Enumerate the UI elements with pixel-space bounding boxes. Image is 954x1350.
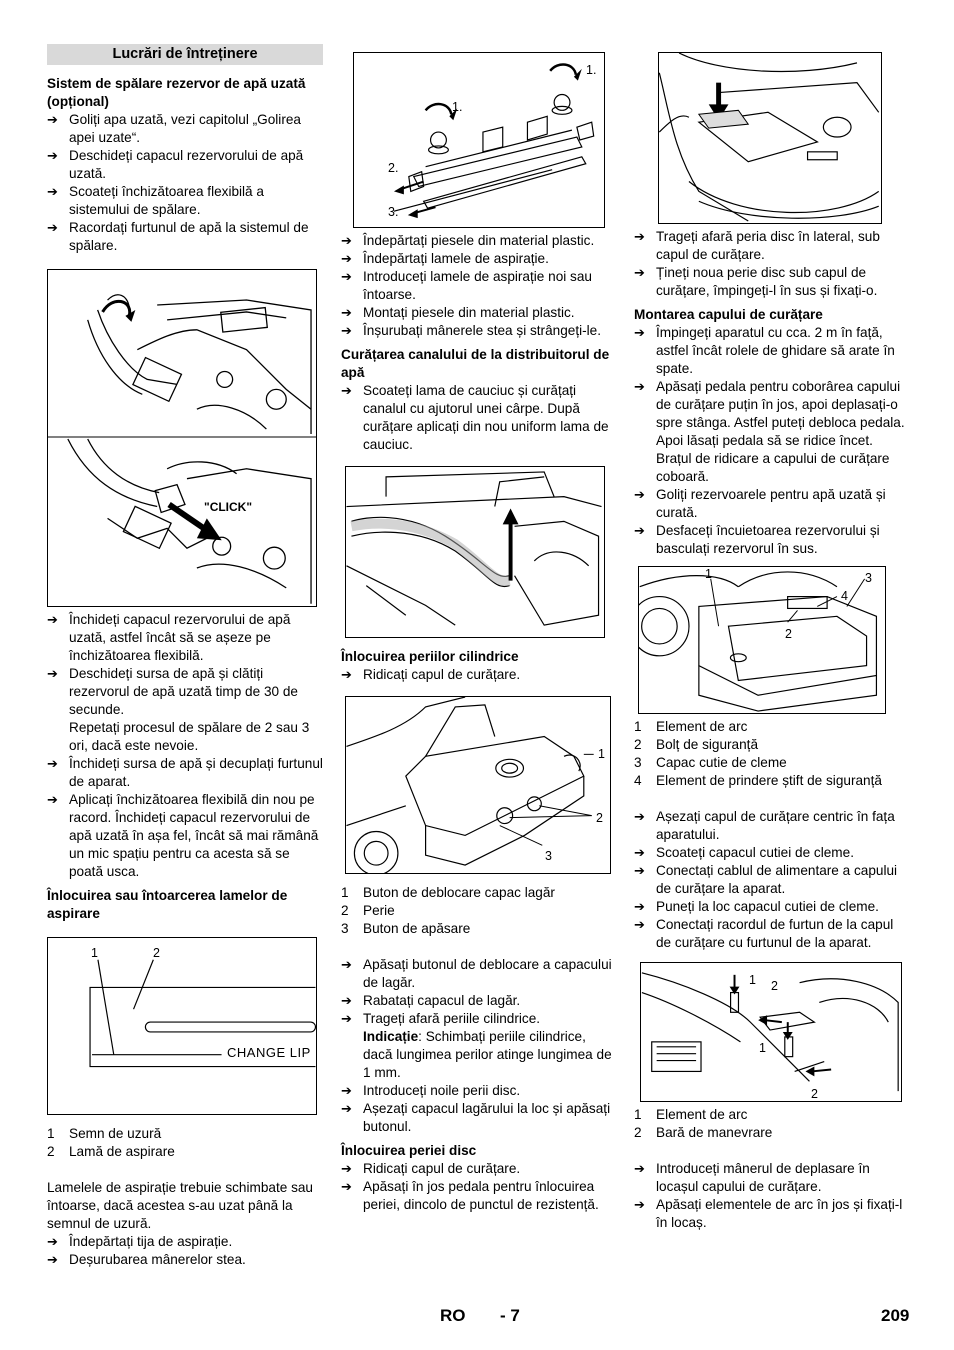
label-1: 1 (749, 973, 756, 987)
figure-suction-bar (353, 52, 605, 228)
step: ➔ Scoateți închizătoarea flexibilă a sistemului de spălare. (47, 183, 323, 219)
heading-brushes: Înlocuirea periilor cilindrice (341, 649, 519, 664)
step: ➔ Introduceți lamele de aspirație noi sau întoarse. (341, 268, 617, 304)
label-1: 1 (598, 747, 605, 761)
footer-language: RO (440, 1306, 466, 1325)
note: Brațul de ridicare a capului de curățare coboară. (656, 451, 890, 484)
column-1 (47, 44, 323, 1269)
label-2: 2 (771, 979, 778, 993)
heading-water-channel: Curățarea canalului de la distribuitorul de apă (341, 347, 610, 380)
figure-terminal-box (638, 566, 886, 714)
disc-pedal-illustration (659, 53, 881, 223)
figure-disc-pedal (658, 52, 882, 224)
label-1: 1 (91, 946, 98, 960)
label-1: 1. (452, 100, 463, 114)
change-lip-text: CHANGE LIP (227, 1045, 311, 1060)
label-2: 2. (388, 161, 399, 175)
step: ➔ Apăsați butonul de deblocare a capacului de lagăr. (341, 956, 617, 992)
step: ➔ Înșurubați mânerele stea și strângeți-le. (341, 322, 617, 340)
step: ➔ Aplicați închizătoarea flexibilă din nou pe racord. Închideți capacul rezervorului de apă uzată în așa fel, încât să mai rămână un mic spațiu pentru ca acesta să se poată usca. (47, 791, 323, 881)
section-header: Lucrări de întreținere (47, 44, 323, 65)
step: ➔ Goliți rezervoarele pentru apă uzată și curată. (634, 486, 910, 522)
legend-item: 3 Capac cutie de cleme (634, 755, 787, 770)
legend-item: 1 Semn de uzură (47, 1126, 162, 1141)
page-number: 209 (881, 1306, 910, 1325)
heading-suction-lips: Înlocuirea sau întoarcerea lamelor de aspirare (47, 888, 288, 921)
figure-bearing-cover (345, 696, 611, 874)
label-4: 4 (841, 589, 848, 603)
label-2: 2 (596, 811, 603, 825)
step: ➔ Introduceți noile perii disc. (341, 1082, 617, 1100)
step: ➔ Închideți sursa de apă și decuplați furtunul de aparat. (47, 755, 323, 791)
label-1: 1 (759, 1041, 766, 1055)
suction-bar-illustration (354, 53, 604, 227)
figure-water-channel (345, 466, 605, 638)
step: ➔ Împingeți aparatul cu cca. 2 m în față, astfel încât rolele de ghidare să arate în spate. (634, 324, 910, 378)
step: ➔ Montați piesele din material plastic. (341, 304, 617, 322)
step: ➔ Țineți noua perie disc sub capul de curățare, împingeți-l în sus și fixați-o. (634, 264, 910, 300)
label-1: 1 (705, 567, 712, 581)
step: ➔ Goliți apa uzată, vezi capitolul „Golirea apei uzate“. (47, 111, 323, 147)
step: ➔ Apăsați pedala pentru coborârea capului de curățare puțin în jos, apoi deplasați-o spre stânga. Astfel puteți debloca pedala. Apoi lăsați pedala să se ridice încet. (634, 378, 910, 450)
step: ➔ Conectați cablul de alimentare a capului de curățare la aparat. (634, 862, 910, 898)
legend-item: 2 Bolț de siguranță (634, 737, 759, 752)
legend-item: 3 Buton de apăsare (341, 921, 471, 936)
terminal-box-illustration (639, 567, 885, 713)
click-label: "CLICK" (204, 500, 253, 514)
step: ➔ Trageți afară periile cilindrice. (341, 1010, 617, 1028)
label-1: 1. (586, 63, 597, 77)
column-3 (634, 44, 910, 1232)
step: ➔ Așezați capul de curățare centric în fața aparatului. (634, 808, 910, 844)
label-3: 3 (865, 571, 872, 585)
bearing-cover-illustration (346, 697, 610, 873)
legend-item: 2 Bară de manevrare (634, 1125, 773, 1140)
legend-item: 2 Perie (341, 903, 395, 918)
step: ➔ Așezați capacul lagărului la loc și apăsați butonul. (341, 1100, 617, 1136)
label-2: 2 (811, 1087, 818, 1101)
label-2: 2 (785, 627, 792, 641)
note: Indicație: Schimbați periile cilindrice, dacă lungimea perilor atinge lungimea de 1 mm. (363, 1029, 612, 1080)
step: ➔ Ridicați capul de curățare. (341, 666, 617, 684)
heading-mount-head: Montarea capului de curățare (634, 307, 823, 322)
step: ➔ Scoateți lama de cauciuc și curățați canalul cu ajutorul unei cârpe. După curățare aplicați din nou uniform lama de cauciuc. (341, 382, 617, 454)
step: ➔ Deschideți sursa de apă și clătiți rezervorul de apă uzată timp de 30 de secunde. (47, 665, 323, 719)
step: ➔ Rabatați capacul de lagăr. (341, 992, 617, 1010)
step: ➔ Îndepărtați piesele din material plastic. (341, 232, 617, 250)
legend-item: 1 Element de arc (634, 719, 748, 734)
paragraph: Lamelele de aspirație trebuie schimbate sau întoarse, dacă acestea s-au uzat până la semnul de uzură. (47, 1180, 313, 1231)
label-3: 3. (388, 205, 399, 219)
footer-subpage: - 7 (500, 1306, 520, 1325)
step: ➔ Apăsați în jos pedala pentru înlocuirea periei, dincolo de punctul de rezistență. (341, 1178, 617, 1214)
water-channel-illustration (346, 467, 604, 637)
step: ➔ Deșurubarea mânerelor stea. (47, 1251, 323, 1269)
label-2: 2 (153, 946, 160, 960)
column-2 (341, 44, 617, 1214)
step: ➔ Desfaceți încuietoarea rezervorului și basculați rezervorul în sus. (634, 522, 910, 558)
step: ➔ Introduceți mânerul de deplasare în locașul capului de curățare. (634, 1160, 910, 1196)
legend-item: 2 Lamă de aspirare (47, 1144, 175, 1159)
figure-handle (640, 962, 902, 1102)
step: ➔ Îndepărtați lamele de aspirație. (341, 250, 617, 268)
suction-lip-illustration (48, 938, 316, 1114)
step: ➔ Racordați furtunul de apă la sistemul de spălare. (47, 219, 323, 255)
legend-item: 1 Element de arc (634, 1107, 748, 1122)
step: ➔ Deschideți capacul rezervorului de apă uzată. (47, 147, 323, 183)
rinse-hose-illustration (48, 270, 316, 606)
step: ➔ Trageți afară peria disc în lateral, sub capul de curățare. (634, 228, 910, 264)
step: ➔ Închideți capacul rezervorului de apă uzată, astfel încât să se așeze pe închizătoarea flexibilă. (47, 611, 323, 665)
heading-disc-brush: Înlocuirea periei disc (341, 1143, 477, 1158)
figure-rinse-hose (47, 269, 317, 607)
legend-item: 4 Element de prindere știft de siguranță (634, 773, 882, 788)
legend-item: 1 Buton de deblocare capac lagăr (341, 885, 555, 900)
step: ➔ Scoateți capacul cutiei de cleme. (634, 844, 910, 862)
step: ➔ Ridicați capul de curățare. (341, 1160, 617, 1178)
step: ➔ Îndepărtați tija de aspirație. (47, 1233, 323, 1251)
step: ➔ Puneți la loc capacul cutiei de cleme. (634, 898, 910, 916)
step: ➔ Conectați racordul de furtun de la capul de curățare cu furtunul de la aparat. (634, 916, 910, 952)
label-3: 3 (545, 849, 552, 863)
step: ➔ Apăsați elementele de arc în jos și fixați-l în locaș. (634, 1196, 910, 1232)
heading-rinse-system: Sistem de spălare rezervor de apă uzată (opțional) (47, 76, 306, 109)
figure-change-lip (47, 937, 317, 1115)
note: Repetați procesul de spălare de 2 sau 3 ori, dacă este nevoie. (69, 720, 310, 753)
